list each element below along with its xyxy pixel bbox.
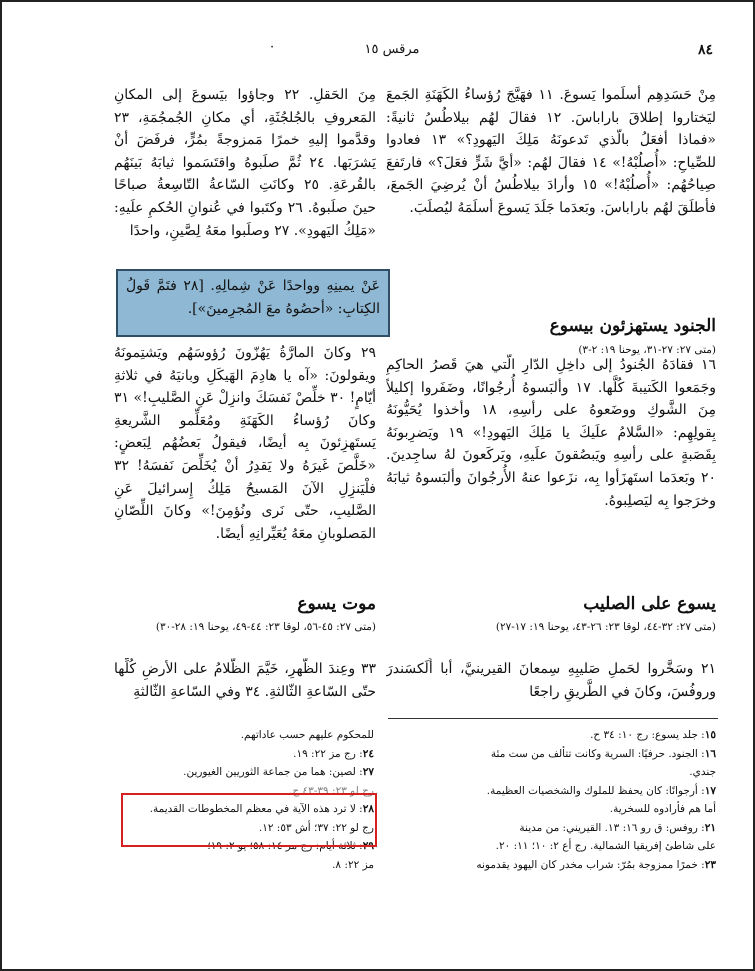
footnote-line: ٢٣: خمرًا ممزوجة بمُرّ: شراب مخدر كان اليهود يقدمونه [476, 858, 716, 871]
cross-reference: (متى ٢٧: ٤٥-٥٦، لوقا ٢٣: ٤٤-٤٩، يوحنا ١٩: ٢٨-٣٠) [155, 621, 376, 633]
footnote-rule [388, 718, 718, 719]
footnote-line: ١٥: جلد يسوع: رج ١٠: ٣٤ ح. [590, 729, 716, 741]
right-paragraph: ١٦ فقادَهُ الجُنودُ إلى داخِلِ الدّارِ الّتي هيَ قَصرُ الحاكِمِ وجَمَعوا الكَتيبةَ كُلَّها. ١٧ وألبَسوهُ أُرجُوانًا، وضَفَروا إكليلاً مِنَ الشَّوكِ ووضَعوهُ على رأسِهِ، ١٨ وأخذوا يُحَيُّونَهُ بِقولِهِم: «السَّلامُ علَيكَ يا مَلِكَ اليَهودِ!» ١٩ ويَضرِبونَهُ بِقَصَبةٍ على رأسِهِ ويَبصُقونَ علَيهِ، ويَركَعونَ لهُ ساجِدينَ. ٢٠ وبَعدَما استَهزَأوا بِه، نزَعوا عنهُ الأُرجُوانَ وألبَسوهُ ثيابَهُ وخرَجوا بِه ليَصلِبوهُ. [386, 357, 716, 509]
right-column-text-1 [386, 84, 716, 308]
left-paragraph: مِنَ الحَقلِ. ٢٢ وجاؤوا بيَسوعَ إلى المكانِ المَعروفِ بالجُلجُثَةِ، أي مكانِ الجُمجُمَةِ، ٢٣ وقدَّموا إليهِ خمرًا مَمزوجةً بمُرٍّ، فرفَضَ أنْ يَشرَبَها. ٢٤ ثُمَّ صلَبوهُ واقتَسَموا ثيابَهُ بَينَهُم بالقُرعَةِ. ٢٥ وكانَتِ السّاعةُ التّاسِعةُ صباحًا حينَ صلَبوهُ. ٢٦ وكتَبوا في عُنوانِ الحُكمِ علَيهِ: «مَلِكُ اليَهودِ». ٢٧ وصلَبوا معَهُ لِصَّينِ، واحدًا [114, 87, 376, 239]
page-number: ٨٤ [697, 42, 713, 58]
footnote-line: ٢٨: لا ترد هذه الآية في معظم المخطوطات القديمة. [149, 803, 374, 815]
footnote-line: ٢١: روفس: ق رو ١٦: ١٣. القيريني: من مدينة [519, 821, 716, 834]
footnote-line: مز ٢٢: ٨. [332, 858, 374, 871]
right-column-text-3 [386, 658, 716, 704]
footnote-line: ٢٧: لصين: هما من جماعة الثوريين الغيورين. [183, 766, 374, 778]
footnote-line: على شاطئ إفريقيا الشمالية. رج أع ٢: ١٠؛ ١١: ٢٠. [495, 840, 716, 852]
footnote-line: رج لو ٢٣: ٣٩-٤٣ ح. [289, 784, 374, 797]
section-heading: يسوع على الصليب [583, 594, 716, 614]
section-heading: الجنود يستهزئون بيسوع [549, 316, 716, 336]
left-column-text-3 [114, 658, 376, 704]
section-heading: موت يسوع [297, 594, 376, 614]
footnote-line: جندي. [689, 766, 716, 778]
cross-reference: (متى ٢٧: ٣٢-٤٤، لوقا ٢٣: ٢٦-٤٣، يوحنا ١٩: ١٧-٢٧) [495, 621, 716, 633]
footnote-line: ١٦: الجنود. حرفيًا: السرية وكانت تتألف من ست مئة [490, 747, 716, 760]
left-paragraph: ٣٣ وعِندَ الظُّهرِ، خَيَّمَ الظَّلامُ على الأرضِ كُلِّها حتّى السّاعةِ الثّالثةِ. ٣٤ وفي السّاعةِ الثّالثةِ [114, 661, 376, 700]
footnote-line: ٢٩: ثلاثة أيام: رج مر ١٤: ٥٨؛ يو ٢: ١٩؛ [207, 840, 374, 852]
cross-reference: (متى ٢٧: ٢٧-٣١، يوحنا ١٩: ٢-٣) [578, 344, 716, 356]
highlighted-verse: عَنْ يمينِهِ وواحدًا عَنْ شِمالِهِ. [٢٨ فتَمَّ قَولُ الكِتابِ: «أحصُوهُ معَ المُجرِمينَ»]. [126, 278, 381, 317]
footnote-line: ٢٤: رج مز ٢٢: ١٩. [293, 747, 374, 760]
footnote-line: أما هم فأرادوه للسخرية. [609, 803, 716, 815]
running-title: مرقس ١٥ [364, 42, 420, 57]
footnote-line: رج لو ٢٢: ٣٧؛ أش ٥٣: ١٢. [258, 821, 374, 834]
highlight-box [116, 269, 390, 337]
left-paragraph: ٢٩ وكانَ المارَّةُ يَهُزّونَ رُؤوسَهُم ويَشتِمونَهُ ويقولونَ: «آه يا هادِمَ الهَيكَلِ وبانيَهُ في ثلاثةِ أيّامٍ! ٣٠ خلِّصْ نَفسَكَ وانزِلْ عَنِ الصَّليبِ!» ٣١ وكانَ رُؤساءُ الكَهَنَةِ ومُعَلِّمو الشَّريعةِ يَستَهزِئونَ بِه أيضًا، فيقولُ بَعضُهُم لِبَعضٍ: «خَلَّصَ غَيرَهُ ولا يَقدِرُ أنْ يُخَلِّصَ نَفسَهُ! ٣٢ فلْيَنزِلِ الآنَ المَسيحُ مَلِكُ إِسرائيلَ عَنِ الصَّليبِ، حتّى نَرى ونُؤمِنَ!» وكانَ اللِّصّانِ المَصلوبانِ معَهُ يُعَيِّرانِهِ أيضًا. [114, 345, 376, 542]
footnote-line: للمحكوم عليهم حسب عاداتهم. [240, 729, 374, 741]
right-paragraph: مِنْ حَسَدِهِم أسلَموا يَسوعَ. ١١ فهَيَّجَ رُؤساءُ الكَهَنَةِ الجَمعَ ليَختاروا إطلاقَ باراباسَ. ١٢ فقالَ لهُم بيلاطُسُ ثانيةً: «فماذا أفعَلُ بالّذي تَدعونَهُ مَلِكَ اليَهودِ؟» ١٣ فعادوا للصِّياحِ: «أُصلُبْهُ!» ١٤ فقالَ لهُم: «أيَّ شَرٍّ فعَلَ؟» فارتَفعَ صِياحُهُم: «أُصلُبْهُ!» ١٥ وأرادَ بيلاطُسُ أنْ يُرضِيَ الجَمعَ، فأطلَقَ لهُم باراباسَ. وبَعدَما جَلَدَ يَسوعَ أسلَمَهُ ليُصلَبَ. [386, 87, 716, 216]
header-dot: · [270, 40, 275, 55]
annotation-box [121, 793, 377, 847]
left-column-text-2 [114, 342, 376, 580]
right-column-text-2 [386, 354, 716, 580]
right-paragraph: ٢١ وسَخَّروا لحَملِ صَليبِهِ سِمعانَ القيرينيَّ، أبا أَلَكسَندرَ وروفُسَ، وكانَ في الطَّريقِ راجعًا [386, 661, 716, 700]
footnotes-right [386, 726, 716, 874]
left-column-text-1 [114, 84, 376, 272]
footnote-line: ١٧: أرجوانًا: كان يحفظ للملوك والشخصيات العظيمة. [486, 784, 716, 797]
